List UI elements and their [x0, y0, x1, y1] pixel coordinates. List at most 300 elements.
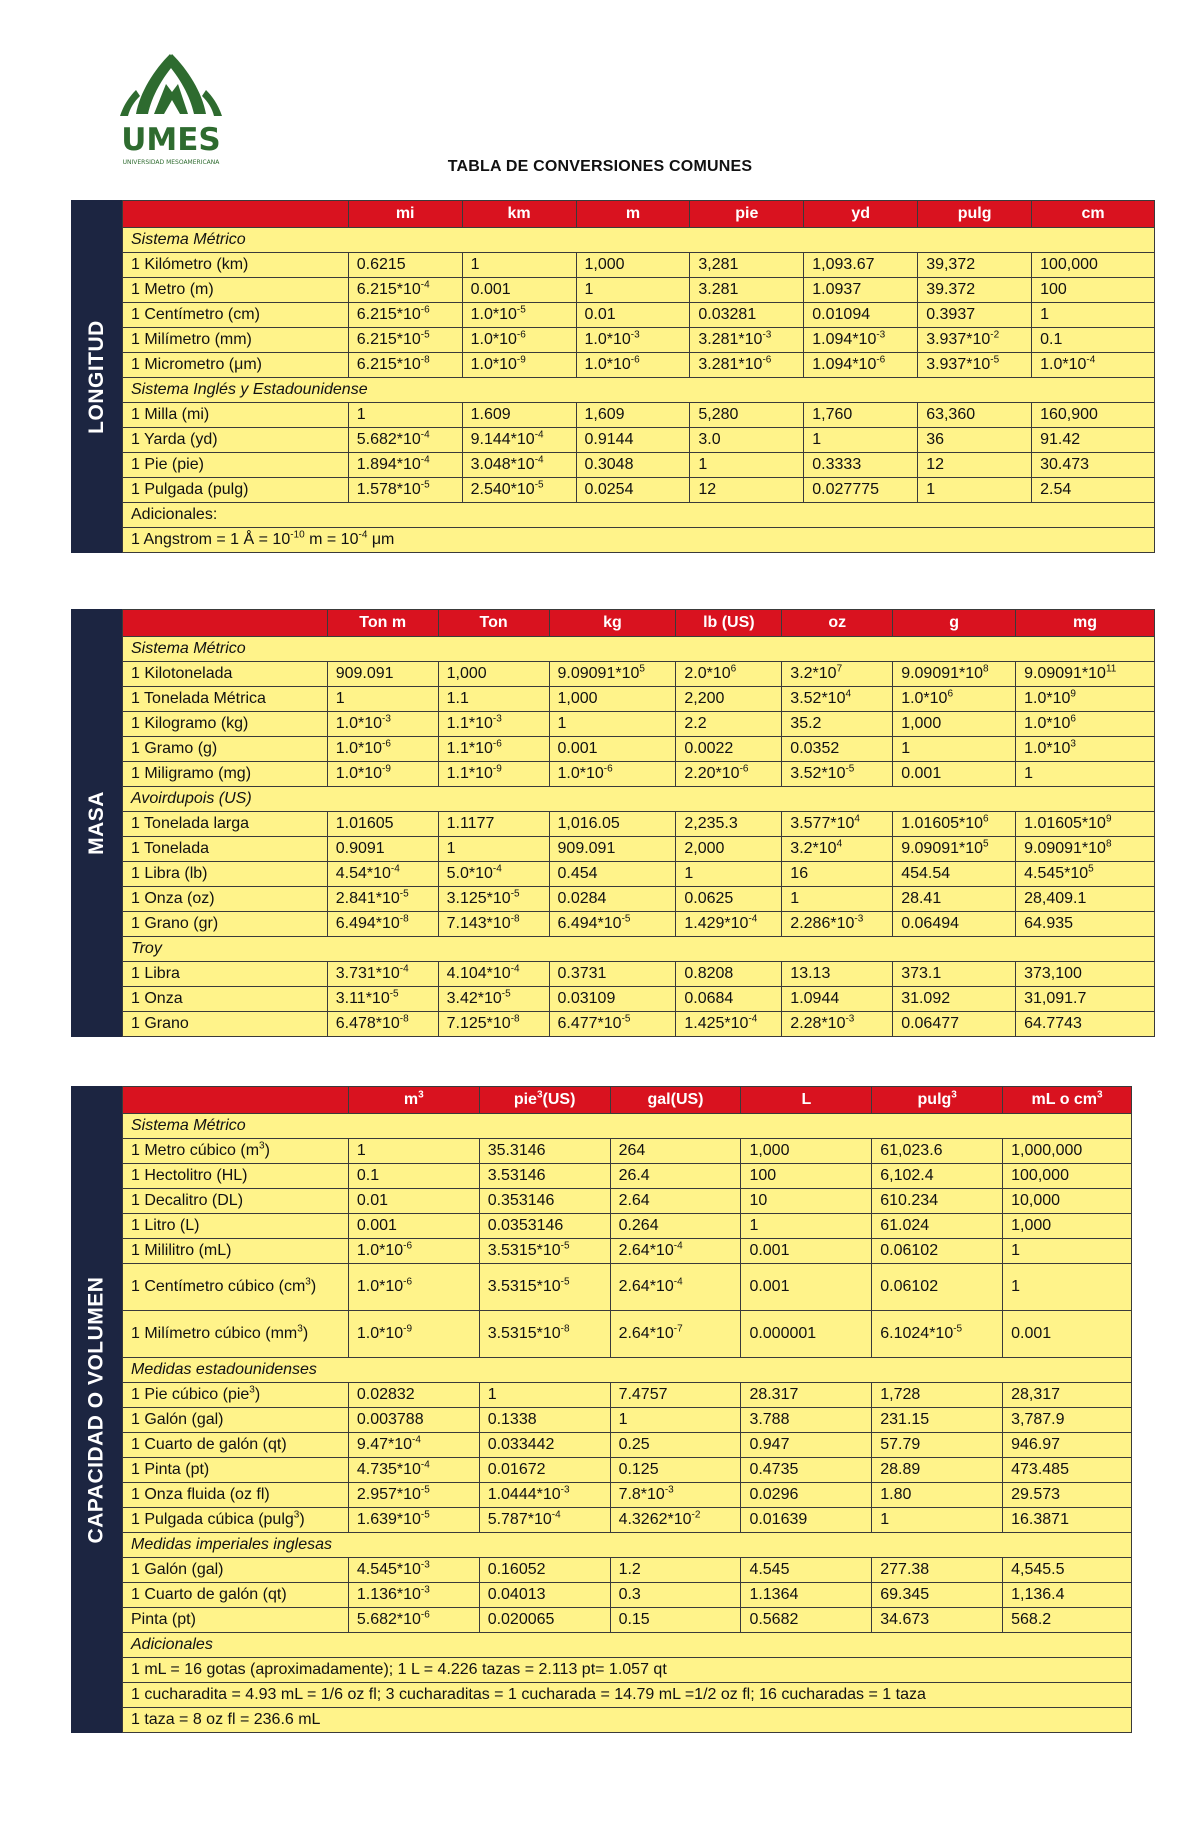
table-cell: 1,136.4 — [1003, 1583, 1132, 1608]
table-cell: $2.841*10^{-5}$ — [327, 887, 438, 912]
table-cell: $1.1*10^{-9}$ — [438, 762, 549, 787]
table-cell: 1 — [327, 687, 438, 712]
table-cell: $1.578*10^{-5}$ — [348, 478, 462, 503]
table-cell: $2.64*10^{-4}$ — [610, 1239, 741, 1264]
table-cell: 100 — [741, 1164, 872, 1189]
table-cell: $2.20*10^{-6}$ — [676, 762, 782, 787]
table-cell: 0.947 — [741, 1433, 872, 1458]
table-cell: 1,000 — [741, 1139, 872, 1164]
table-cell: $4.735*10^{-4}$ — [348, 1458, 479, 1483]
table-cell: 0.001 — [348, 1214, 479, 1239]
table-cell: 0.04013 — [479, 1583, 610, 1608]
table-row — [123, 1508, 1132, 1533]
table-cell: $1.0*10^{-4}$ — [1032, 353, 1155, 378]
table-cell: $3.937*10^{-5}$ — [918, 353, 1032, 378]
table-cell: 64.7743 — [1016, 1012, 1155, 1037]
table-cell: 160,900 — [1032, 403, 1155, 428]
row-label: 1 Grano — [123, 1012, 328, 1037]
table-cell: 0.03109 — [549, 987, 676, 1012]
group-row — [123, 378, 1155, 403]
table-cell: 0.06477 — [893, 1012, 1016, 1037]
table-cell: 0.353146 — [479, 1189, 610, 1214]
column-header: pie — [690, 201, 804, 228]
table-cell: 6,102.4 — [872, 1164, 1003, 1189]
row-label: 1 Hectolitro (HL) — [123, 1164, 349, 1189]
table-cell: 1 — [690, 453, 804, 478]
row-label: 1 Grano (gr) — [123, 912, 328, 937]
table-cell: $1.01605*10^6$ — [893, 812, 1016, 837]
table-cell: 7.4757 — [610, 1383, 741, 1408]
table-cell: 1 — [348, 1139, 479, 1164]
table-cell: 1 — [610, 1408, 741, 1433]
row-label: 1 Micrometro (μm) — [123, 353, 349, 378]
table-cell: $1.0*10^{-5}$ — [462, 303, 576, 328]
table-cell: $6.215*10^{-4}$ — [348, 278, 462, 303]
table-cell: 473.485 — [1003, 1458, 1132, 1483]
table-cell: 61.024 — [872, 1214, 1003, 1239]
group-label: Sistema Inglés y Estadounidense — [123, 378, 1155, 403]
table-cell: 946.97 — [1003, 1433, 1132, 1458]
table-cell: 0.3048 — [576, 453, 690, 478]
table-cell: $9.144*10^{-4}$ — [462, 428, 576, 453]
table-cell: 568.2 — [1003, 1608, 1132, 1633]
table-cell: 0.02832 — [348, 1383, 479, 1408]
table-cell: $9.09091*10^5$ — [549, 662, 676, 687]
table-cell: $6.215*10^{-8}$ — [348, 353, 462, 378]
table-row — [123, 1139, 1132, 1164]
table-cell: 1,000 — [1003, 1214, 1132, 1239]
header-corner — [123, 1087, 349, 1114]
table-cell: 100,000 — [1003, 1164, 1132, 1189]
side-label: CAPACIDAD O VOLUMEN — [71, 1086, 122, 1733]
table-cell: 0.033442 — [479, 1433, 610, 1458]
table-cell: 4,545.5 — [1003, 1558, 1132, 1583]
row-label: 1 Onza — [123, 987, 328, 1012]
table-cell: $1.639*10^{-5}$ — [348, 1508, 479, 1533]
table-row — [123, 687, 1155, 712]
table-cell: 1 — [1003, 1239, 1132, 1264]
table-cell: $2.28*10^{-3}$ — [782, 1012, 893, 1037]
table-cell: 0.0684 — [676, 987, 782, 1012]
group-row — [123, 228, 1155, 253]
table-cell: 0.9144 — [576, 428, 690, 453]
table-cell: 909.091 — [327, 662, 438, 687]
table-cell: 28.41 — [893, 887, 1016, 912]
group-label: Troy — [123, 937, 1155, 962]
table-cell: $2.286*10^{-3}$ — [782, 912, 893, 937]
table-cell: 1 — [782, 887, 893, 912]
group-row — [123, 937, 1155, 962]
table-cell: 0.0352 — [782, 737, 893, 762]
column-header: oz — [782, 610, 893, 637]
column-header: m — [576, 201, 690, 228]
umes-logo — [106, 44, 236, 170]
table-cell: 0.01094 — [804, 303, 918, 328]
table-cell: 1 — [804, 428, 918, 453]
group-row — [123, 1633, 1132, 1658]
row-label: 1 Centímetro cúbico $(cm^3)$ — [123, 1264, 349, 1311]
table-cell: $1.094*10^{-6}$ — [804, 353, 918, 378]
table-row — [123, 1164, 1132, 1189]
table-cell: 1 — [479, 1383, 610, 1408]
table-cell: 0.01 — [576, 303, 690, 328]
table-row — [123, 303, 1155, 328]
group-label: Sistema Métrico — [123, 1114, 1132, 1139]
table-cell: $4.3262*10^{-2}$ — [610, 1508, 741, 1533]
row-label: 1 Miligramo (mg) — [123, 762, 328, 787]
table-row — [123, 1264, 1132, 1311]
table-cell: 10,000 — [1003, 1189, 1132, 1214]
table-cell: 0.8208 — [676, 962, 782, 987]
table-cell: 4.545 — [741, 1558, 872, 1583]
table-cell: $7.143*10^{-8}$ — [438, 912, 549, 937]
table-cell: 1,000,000 — [1003, 1139, 1132, 1164]
note-row — [123, 1708, 1132, 1733]
table-row — [123, 353, 1155, 378]
mountain-emblem-icon — [120, 54, 222, 116]
table-cell: 3.281 — [690, 278, 804, 303]
table-cell: 277.38 — [872, 1558, 1003, 1583]
row-label: 1 Kilotonelada — [123, 662, 328, 687]
table-cell: $9.09091*10^8$ — [893, 662, 1016, 687]
table-row — [123, 887, 1155, 912]
table-row — [123, 662, 1155, 687]
column-header: Ton — [438, 610, 549, 637]
page-title: TABLA DE CONVERSIONES COMUNES — [447, 158, 753, 175]
table-row — [123, 1012, 1155, 1037]
table-cell: $6.215*10^{-6}$ — [348, 303, 462, 328]
row-label: 1 Cuarto de galón (qt) — [123, 1433, 349, 1458]
table-cell: 10 — [741, 1189, 872, 1214]
group-row — [123, 1533, 1132, 1558]
header-corner — [123, 610, 328, 637]
table-cell: 28.89 — [872, 1458, 1003, 1483]
table-cell: $1.0*10^{-3}$ — [327, 712, 438, 737]
table-cell: 0.15 — [610, 1608, 741, 1633]
table-cell: 1,760 — [804, 403, 918, 428]
table-cell: $3.11*10^{-5}$ — [327, 987, 438, 1012]
table-row — [123, 912, 1155, 937]
group-label: Medidas estadounidenses — [123, 1358, 1132, 1383]
table-cell: 0.01672 — [479, 1458, 610, 1483]
table-cell: 29.573 — [1003, 1483, 1132, 1508]
row-label: 1 Galón (gal) — [123, 1408, 349, 1433]
note-text: 1 Angstrom = 1 Å = $10^{-10}$ $m = 10^{-4}$ μm — [123, 528, 1155, 553]
table-cell: $3.52*10^{-5}$ — [782, 762, 893, 787]
table-cell: 0.1338 — [479, 1408, 610, 1433]
table-row — [123, 812, 1155, 837]
table-cell: 0.0254 — [576, 478, 690, 503]
table-row — [123, 1458, 1132, 1483]
table-cell: $9.09091*10^8$ — [1016, 837, 1155, 862]
table-cell: 373,100 — [1016, 962, 1155, 987]
table-cell: 0.3731 — [549, 962, 676, 987]
table-cell: $5.682*10^{-6}$ — [348, 1608, 479, 1633]
note-text: 1 taza = 8 oz fl = 236.6 mL — [123, 1708, 1132, 1733]
table-cell: 2.54 — [1032, 478, 1155, 503]
table-cell: 69.345 — [872, 1583, 1003, 1608]
group-row — [123, 787, 1155, 812]
row-label: 1 Galón (gal) — [123, 1558, 349, 1583]
table-cell: $1.1*10^{-6}$ — [438, 737, 549, 762]
header-row — [123, 201, 1155, 228]
table-cell: $1.0*10^{-6}$ — [327, 737, 438, 762]
table-row — [123, 1483, 1132, 1508]
table-cell: 610.234 — [872, 1189, 1003, 1214]
table-row — [123, 1433, 1132, 1458]
table-cell: 1 — [576, 278, 690, 303]
table-cell: $9.09091*10^5$ — [893, 837, 1016, 862]
side-label: MASA — [71, 609, 122, 1037]
table-cell: $6.494*10^{-8}$ — [327, 912, 438, 937]
column-header: mi — [348, 201, 462, 228]
row-label: 1 Pie cúbico (pie$^3$) — [123, 1383, 349, 1408]
table-cell: $1.136*10^{-3}$ — [348, 1583, 479, 1608]
table-cell: 1.0944 — [782, 987, 893, 1012]
section-capacidad — [71, 1086, 1132, 1733]
table-cell: 1.1364 — [741, 1583, 872, 1608]
table-row — [123, 1583, 1132, 1608]
table-row — [123, 1189, 1132, 1214]
table-cell: 0.25 — [610, 1433, 741, 1458]
table-cell: $3.42*10^{-5}$ — [438, 987, 549, 1012]
table-cell: $5.787*10^{-4}$ — [479, 1508, 610, 1533]
header-row — [123, 610, 1155, 637]
logo-subtext: UNIVERSIDAD MESOAMERICANA — [122, 159, 220, 166]
table-cell: $1.0*10^{-6}$ — [549, 762, 676, 787]
table-cell: $3.2*10^7$ — [782, 662, 893, 687]
table-cell: $1.1*10^{-3}$ — [438, 712, 549, 737]
row-label: 1 Milímetro (mm) — [123, 328, 349, 353]
table-cell: 3.53146 — [479, 1164, 610, 1189]
table-cell: 39,372 — [918, 253, 1032, 278]
table-cell: $7.8*10^{-3}$ — [610, 1483, 741, 1508]
table-row — [123, 1558, 1132, 1583]
table-cell: 0.000001 — [741, 1311, 872, 1358]
table-cell: $5.0*10^{-4}$ — [438, 862, 549, 887]
group-row — [123, 637, 1155, 662]
table-cell: 373.1 — [893, 962, 1016, 987]
row-label: 1 Milímetro cúbico $(mm^3)$ — [123, 1311, 349, 1358]
table-cell: 5,280 — [690, 403, 804, 428]
table-row — [123, 737, 1155, 762]
table-cell: 1,000 — [438, 662, 549, 687]
table-cell: 31,091.7 — [1016, 987, 1155, 1012]
table-cell: 1,000 — [893, 712, 1016, 737]
table-cell: 0.0353146 — [479, 1214, 610, 1239]
table-cell: 0.0022 — [676, 737, 782, 762]
table-cell: 12 — [918, 453, 1032, 478]
table-cell: 1 — [438, 837, 549, 862]
table-cell: 1.2 — [610, 1558, 741, 1583]
table-cell: $1.0*10^{-9}$ — [462, 353, 576, 378]
table-row — [123, 403, 1155, 428]
table-cell: 0.027775 — [804, 478, 918, 503]
group-label: Adicionales — [123, 1633, 1132, 1658]
table-row — [123, 1608, 1132, 1633]
table-cell: 1 — [1003, 1264, 1132, 1311]
table-cell: 1 — [1016, 762, 1155, 787]
table-cell: 0.001 — [1003, 1311, 1132, 1358]
table-cell: 0.9091 — [327, 837, 438, 862]
table-row — [123, 837, 1155, 862]
table-cell: 1.609 — [462, 403, 576, 428]
table-cell: 1 — [1032, 303, 1155, 328]
row-label: 1 Metro (m) — [123, 278, 349, 303]
table-cell: 16 — [782, 862, 893, 887]
note-row — [123, 528, 1155, 553]
row-label: 1 Mililitro (mL) — [123, 1239, 349, 1264]
table-cell: 1,000 — [576, 253, 690, 278]
column-header: pulg — [918, 201, 1032, 228]
table-row — [123, 453, 1155, 478]
table-cell: $1.0*10^{-6}$ — [348, 1239, 479, 1264]
row-label: 1 Yarda (yd) — [123, 428, 349, 453]
table-cell: $2.540*10^{-5}$ — [462, 478, 576, 503]
table-cell: 0.3333 — [804, 453, 918, 478]
table-cell: 3,787.9 — [1003, 1408, 1132, 1433]
table-row — [123, 987, 1155, 1012]
table-cell: $9.47*10^{-4}$ — [348, 1433, 479, 1458]
table-cell: 1 — [872, 1508, 1003, 1533]
table-row — [123, 1239, 1132, 1264]
column-header: mg — [1016, 610, 1155, 637]
table-cell: 0.06102 — [872, 1264, 1003, 1311]
table-cell: 1 — [549, 712, 676, 737]
row-label: 1 Kilómetro (km) — [123, 253, 349, 278]
row-label: 1 Tonelada — [123, 837, 328, 862]
column-header: mL o $cm^3$ — [1003, 1087, 1132, 1114]
table-cell: 1,728 — [872, 1383, 1003, 1408]
table-cell: 0.5682 — [741, 1608, 872, 1633]
row-label: 1 Decalitro (DL) — [123, 1189, 349, 1214]
table-cell: 36 — [918, 428, 1032, 453]
table-cell: 0.001 — [893, 762, 1016, 787]
table-cell: 1.01605 — [327, 812, 438, 837]
table-cell: 0.3937 — [918, 303, 1032, 328]
table-cell: $1.0*10^{-9}$ — [348, 1311, 479, 1358]
header-row — [123, 1087, 1132, 1114]
table-cell: 0.020065 — [479, 1608, 610, 1633]
table-cell: 0.001 — [462, 278, 576, 303]
table-cell: 2,200 — [676, 687, 782, 712]
table-cell: 28,317 — [1003, 1383, 1132, 1408]
table-cell: 35.3146 — [479, 1139, 610, 1164]
table-cell: 1 — [918, 478, 1032, 503]
table-cell: $1.01605*10^9$ — [1016, 812, 1155, 837]
row-label: 1 Pulgada (pulg) — [123, 478, 349, 503]
table-cell: $3.5315*10^{-5}$ — [479, 1264, 610, 1311]
column-header: kg — [549, 610, 676, 637]
table-row — [123, 428, 1155, 453]
table-cell: $1.0*10^6$ — [1016, 712, 1155, 737]
table-cell: $1.0*10^6$ — [893, 687, 1016, 712]
table-cell: 264 — [610, 1139, 741, 1164]
table-cell: $1.0*10^3$ — [1016, 737, 1155, 762]
table-cell: 1.80 — [872, 1483, 1003, 1508]
table-row — [123, 762, 1155, 787]
table-cell: $4.545*10^5$ — [1016, 862, 1155, 887]
table-row — [123, 328, 1155, 353]
table-cell: $1.0*10^9$ — [1016, 687, 1155, 712]
group-row — [123, 1358, 1132, 1383]
table-cell: 0.01 — [348, 1189, 479, 1214]
table-cell: 0.264 — [610, 1214, 741, 1239]
table-cell: 0.1 — [1032, 328, 1155, 353]
table-row — [123, 1311, 1132, 1358]
table-cell: 39.372 — [918, 278, 1032, 303]
table-cell: 0.001 — [741, 1264, 872, 1311]
table-row — [123, 253, 1155, 278]
table-cell: 64.935 — [1016, 912, 1155, 937]
table-cell: 1 — [348, 403, 462, 428]
table-cell: 1.0937 — [804, 278, 918, 303]
table-cell: 100 — [1032, 278, 1155, 303]
table-cell: $6.1024*10^{-5}$ — [872, 1311, 1003, 1358]
table-cell: 0.0296 — [741, 1483, 872, 1508]
column-header: L — [741, 1087, 872, 1114]
table-cell: $1.0444*10^{-3}$ — [479, 1483, 610, 1508]
row-label: 1 Tonelada Métrica — [123, 687, 328, 712]
table-cell: 2,235.3 — [676, 812, 782, 837]
table-cell: $2.64*10^{-4}$ — [610, 1264, 741, 1311]
table-cell: 91.42 — [1032, 428, 1155, 453]
table-cell: 231.15 — [872, 1408, 1003, 1433]
table-cell: 1 — [676, 862, 782, 887]
row-label: 1 Cuarto de galón (qt) — [123, 1583, 349, 1608]
table-row — [123, 278, 1155, 303]
table-cell: 28,409.1 — [1016, 887, 1155, 912]
table-cell: 35.2 — [782, 712, 893, 737]
column-header: pie$^3$(US) — [479, 1087, 610, 1114]
table-cell: $5.682*10^{-4}$ — [348, 428, 462, 453]
row-label: 1 Tonelada larga — [123, 812, 328, 837]
note-row — [123, 1658, 1132, 1683]
table-cell: 2.2 — [676, 712, 782, 737]
table-cell: $1.0*10^{-3}$ — [576, 328, 690, 353]
table-cell: $6.478*10^{-8}$ — [327, 1012, 438, 1037]
table-cell: $9.09091*10^{11}$ — [1016, 662, 1155, 687]
section-masa — [71, 609, 1155, 1037]
conversion-table — [122, 609, 1155, 1037]
row-label: 1 Pulgada cúbica (pulg$^3$) — [123, 1508, 349, 1533]
group-label: Medidas imperiales inglesas — [123, 1533, 1132, 1558]
table-cell: $1.094*10^{-3}$ — [804, 328, 918, 353]
table-cell: $4.545*10^{-3}$ — [348, 1558, 479, 1583]
table-cell: $1.0*10^{-6}$ — [576, 353, 690, 378]
table-cell: 2,000 — [676, 837, 782, 862]
table-cell: 28.317 — [741, 1383, 872, 1408]
group-row — [123, 1114, 1132, 1139]
table-cell: 0.3 — [610, 1583, 741, 1608]
note-text: Adicionales: — [123, 503, 1155, 528]
table-cell: $3.577*10^4$ — [782, 812, 893, 837]
table-cell: 0.16052 — [479, 1558, 610, 1583]
table-cell: $6.215*10^{-5}$ — [348, 328, 462, 353]
table-cell: $3.5315*10^{-8}$ — [479, 1311, 610, 1358]
table-cell: $3.5315*10^{-5}$ — [479, 1239, 610, 1264]
logo-wordmark: UMES — [121, 122, 221, 158]
table-cell: $3.52*10^4$ — [782, 687, 893, 712]
table-cell: 57.79 — [872, 1433, 1003, 1458]
table-cell: $3.2*10^4$ — [782, 837, 893, 862]
table-cell: $3.281*10^{-3}$ — [690, 328, 804, 353]
table-cell: 1,016.05 — [549, 812, 676, 837]
table-cell: $3.048*10^{-4}$ — [462, 453, 576, 478]
conversion-table — [122, 1086, 1132, 1733]
table-cell: 1,609 — [576, 403, 690, 428]
table-cell: 454.54 — [893, 862, 1016, 887]
